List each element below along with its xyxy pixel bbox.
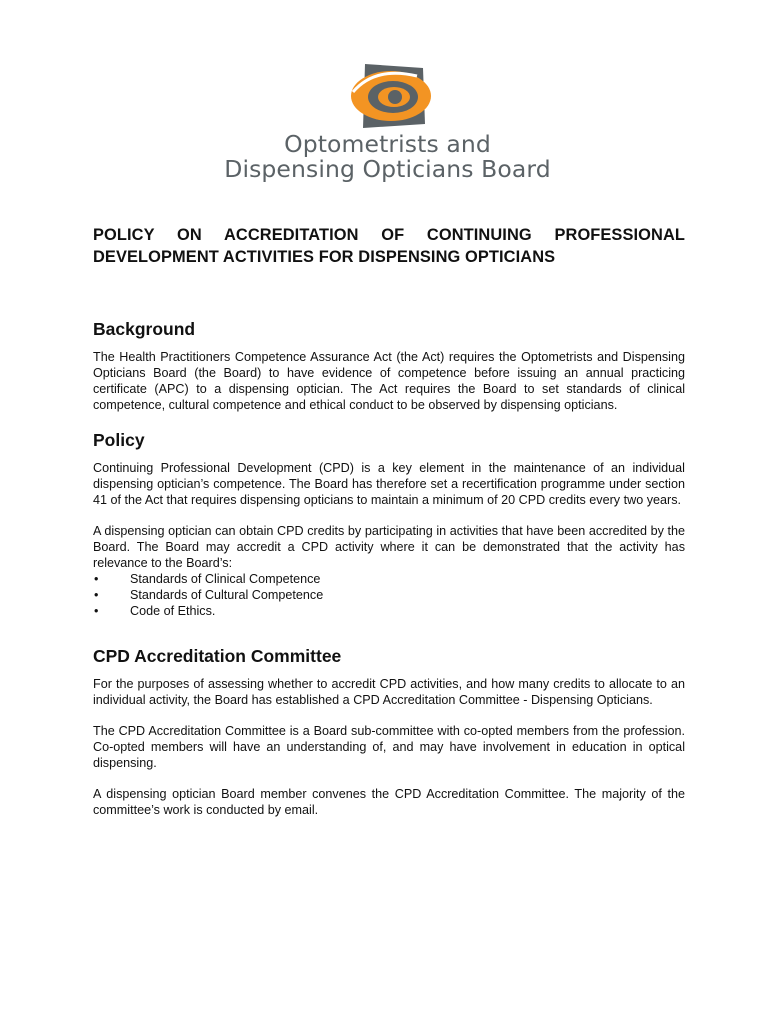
policy-paragraph-1: Continuing Professional Development (CPD) is a key element in the maintenance of an individual dispensing optician’s competence. The Board has therefore set a recertification programme under section 41 of the Act that requires dispensing opticians to maintain a minimum of 20 CPD credits every two years. [93, 461, 685, 507]
list-item [93, 571, 685, 587]
background-heading: Background [93, 319, 196, 339]
logo-pupil [388, 90, 402, 104]
document-title: POLICY ON ACCREDITATION OF CONTINUING PROFESSIONAL DEVELOPMENT ACTIVITIES FOR DISPENSING OPTICIANS [93, 226, 685, 266]
list-item-text: Standards of Clinical Competence [130, 572, 321, 586]
committee-paragraph-1: For the purposes of assessing whether to accredit CPD activities, and how many credits to allocate to an individual activity, the Board has established a CPD Accreditation Committee - Dispensing Opticians. [93, 677, 685, 707]
logo-name-line2: Dispensing Opticians Board [224, 155, 551, 183]
logo-wordmark [215, 132, 560, 182]
background-paragraph: The Health Practitioners Competence Assurance Act (the Act) requires the Optometrists and Dispensing Opticians Board (the Board) to have evidence of competence before issuing an annual practicing certificate (APC) to a dispensing optician. The Act requires the Board to set standards of clinical competence, cultural competence and ethical conduct to be observed by dispensing opticians. [93, 350, 685, 412]
bullet-icon: • [94, 588, 99, 602]
list-item [93, 603, 685, 619]
committee-paragraph-3: A dispensing optician Board member convenes the CPD Accreditation Committee. The majority of the committee’s work is conducted by email. [93, 787, 685, 817]
bullet-icon: • [94, 572, 99, 586]
policy-heading: Policy [93, 430, 145, 450]
standards-list [93, 571, 685, 619]
list-item-text: Standards of Cultural Competence [130, 588, 324, 602]
list-item-text: Code of Ethics. [130, 604, 216, 618]
bullet-icon: • [94, 604, 99, 618]
policy-paragraph-2: A dispensing optician can obtain CPD credits by participating in activities that have been accredited by the Board. The Board may accredit a CPD activity where it can be demonstrated that the activity has relevance to the Board’s: [93, 524, 685, 570]
eye-in-square-icon [345, 62, 435, 132]
board-logo [215, 62, 560, 190]
committee-heading: CPD Accreditation Committee [93, 646, 342, 666]
list-item [93, 587, 685, 603]
committee-paragraph-2: The CPD Accreditation Committee is a Board sub-committee with co-opted members from the profession. Co-opted members will have an understanding of, and may have involvement in education in optical dispensing. [93, 724, 685, 770]
document-body [93, 224, 685, 818]
logo-name-line1: Optometrists and [284, 130, 491, 158]
